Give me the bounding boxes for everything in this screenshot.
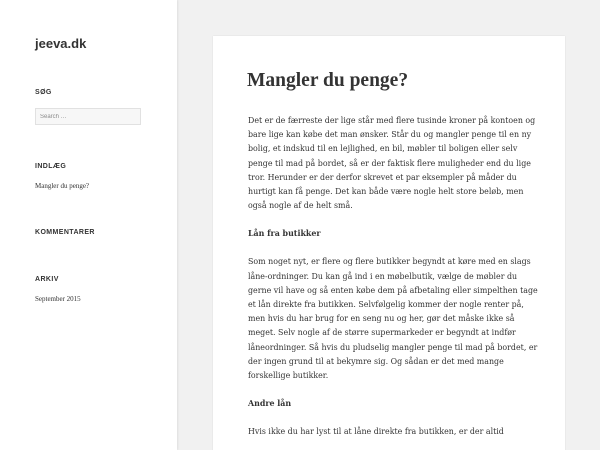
site-title-link[interactable]: jeeva.dk [35,36,87,51]
search-input[interactable] [35,108,141,125]
article-heading-andre-lan: Andre lån [248,399,292,409]
article-paragraph-3: Hvis ikke du har lyst til at låne direkte fra butikken, er der altid [248,427,504,437]
archive-widget-title: ARKIV [35,276,59,283]
article-card [213,36,565,450]
posts-widget-title: INDLÆG [35,163,67,170]
article-paragraph-2: Som noget nyt, er flere og flere butikker begyndt at køre med en slags låne-ordninger. Du kan gå ind i en møbelbutik, vælge de møbler du gerne vil have og så enten købe dem på afbetaling eller simpelthen tage et lån direkte fra butikken. Selvfølgelig kommer der nogle renter på, men hvis du har brug for en seng nu og her, gør det måske ikke så meget. Selv nogle af de større supermarkeder er begyndt at indfør låneordninger. Så hvis du pludselig mangler penge til mad på bordet, er der ingen grund til at bekymre sig. Og sådan er det med mange forskellige butikker. [248,257,538,381]
article-body [248,114,538,450]
search-widget-title: SØG [35,89,52,96]
article-paragraph-1: Det er de færreste der lige står med flere tusinde kroner på kontoen og bare lige kan købe det man ønsker. Står du og mangler penge til en ny bolig, et indskud til en lejlighed, en bil, møbler til boligen eller selv penge til mad på bordet, så er der faktisk flere muligheder end du lige tror. Herunder er der derfor skrevet et par eksempler på måder du hurtigt kan få penge. Det kan både være nogle helt store beløb, men også nogle af de helt små. [248,116,536,211]
comments-widget-title: KOMMENTARER [35,229,95,236]
archive-link-september-2015[interactable]: September 2015 [35,295,81,303]
article-heading-lan-fra-butikker: Lån fra butikker [248,229,321,239]
article-title[interactable]: Mangler du penge? [247,70,409,91]
post-link-mangler-du-penge[interactable]: Mangler du penge? [35,182,90,190]
sidebar [0,0,177,450]
